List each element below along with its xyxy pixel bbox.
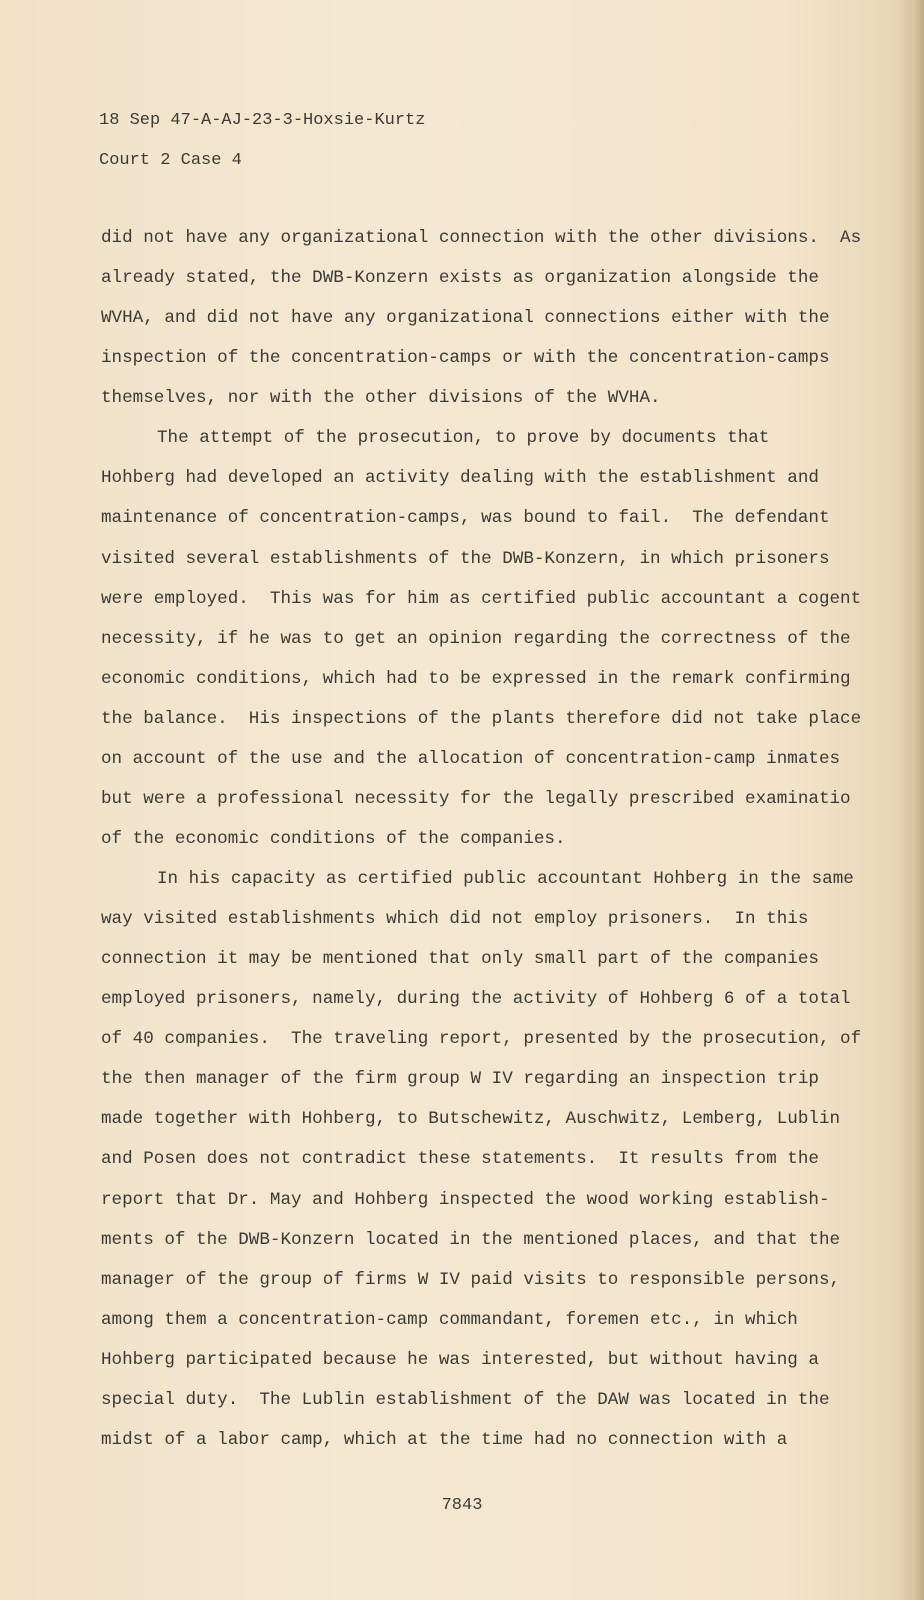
page-number: 7843 bbox=[441, 1496, 483, 1515]
text-line: visited several establishments of the DWB-Konzern, in which prisoners bbox=[101, 548, 830, 569]
text-line: made together with Hohberg, to Butschewitz, Auschwitz, Lemberg, Lublin bbox=[101, 1109, 841, 1130]
text-line: employed prisoners, namely, during the activity of Hohberg 6 of a total bbox=[101, 989, 851, 1010]
text-line: already stated, the DWB-Konzern exists as organization alongside the bbox=[101, 268, 819, 289]
text-line: and Posen does not contradict these statements. It results from the bbox=[101, 1149, 819, 1170]
text-line: manager of the group of firms W IV paid visits to responsible persons, bbox=[101, 1269, 841, 1290]
court-case-label: Court 2 Case 4 bbox=[99, 151, 242, 170]
text-line: WVHA, and did not have any organizational connections either with the bbox=[101, 308, 830, 329]
text-line: the then manager of the firm group W IV regarding an inspection trip bbox=[101, 1069, 819, 1090]
text-line: necessity, if he was to get an opinion regarding the correctness of the bbox=[101, 628, 851, 649]
text-line: midst of a labor camp, which at the time had no connection with a bbox=[101, 1429, 788, 1450]
document-header bbox=[99, 101, 425, 181]
text-line: Hohberg had developed an activity dealing with the establishment and bbox=[101, 468, 819, 489]
text-line: special duty. The Lublin establishment of the DAW was located in the bbox=[101, 1389, 830, 1410]
text-line: but were a professional necessity for the legally prescribed examinatio bbox=[101, 788, 851, 809]
text-line: of 40 companies. The traveling report, presented by the prosecution, of bbox=[101, 1029, 862, 1050]
text-line: maintenance of concentration-camps, was bound to fail. The defendant bbox=[101, 508, 830, 529]
text-line: Hohberg participated because he was interested, but without having a bbox=[101, 1349, 819, 1370]
text-line: among them a concentration-camp commandant, foremen etc., in which bbox=[101, 1309, 798, 1330]
text-line: way visited establishments which did not employ prisoners. In this bbox=[101, 909, 809, 930]
text-line: of the economic conditions of the companies. bbox=[101, 828, 566, 849]
page-edge bbox=[912, 0, 924, 1600]
text-line: The attempt of the prosecution, to prove by documents that bbox=[157, 428, 770, 449]
text-line: were employed. This was for him as certified public accountant a cogent bbox=[101, 588, 862, 609]
text-line: report that Dr. May and Hohberg inspected the wood working establish- bbox=[101, 1189, 830, 1210]
text-line: on account of the use and the allocation of concentration-camp inmates bbox=[101, 748, 841, 769]
text-line: themselves, nor with the other divisions of the WVHA. bbox=[101, 388, 661, 409]
text-line: the balance. His inspections of the plants therefore did not take place bbox=[101, 708, 862, 729]
text-line: economic conditions, which had to be expressed in the remark confirming bbox=[101, 668, 851, 689]
text-line: In his capacity as certified public accountant Hohberg in the same bbox=[157, 869, 854, 889]
text-line: did not have any organizational connection with the other divisions. As bbox=[101, 228, 862, 248]
transcript-body bbox=[101, 218, 862, 1460]
text-line: inspection of the concentration-camps or with the concentration-camps bbox=[101, 348, 830, 369]
text-line: ments of the DWB-Konzern located in the mentioned places, and that the bbox=[101, 1229, 841, 1250]
document-reference: 18 Sep 47-A-AJ-23-3-Hoxsie-Kurtz bbox=[99, 111, 426, 130]
text-line: connection it may be mentioned that only small part of the companies bbox=[101, 949, 819, 970]
